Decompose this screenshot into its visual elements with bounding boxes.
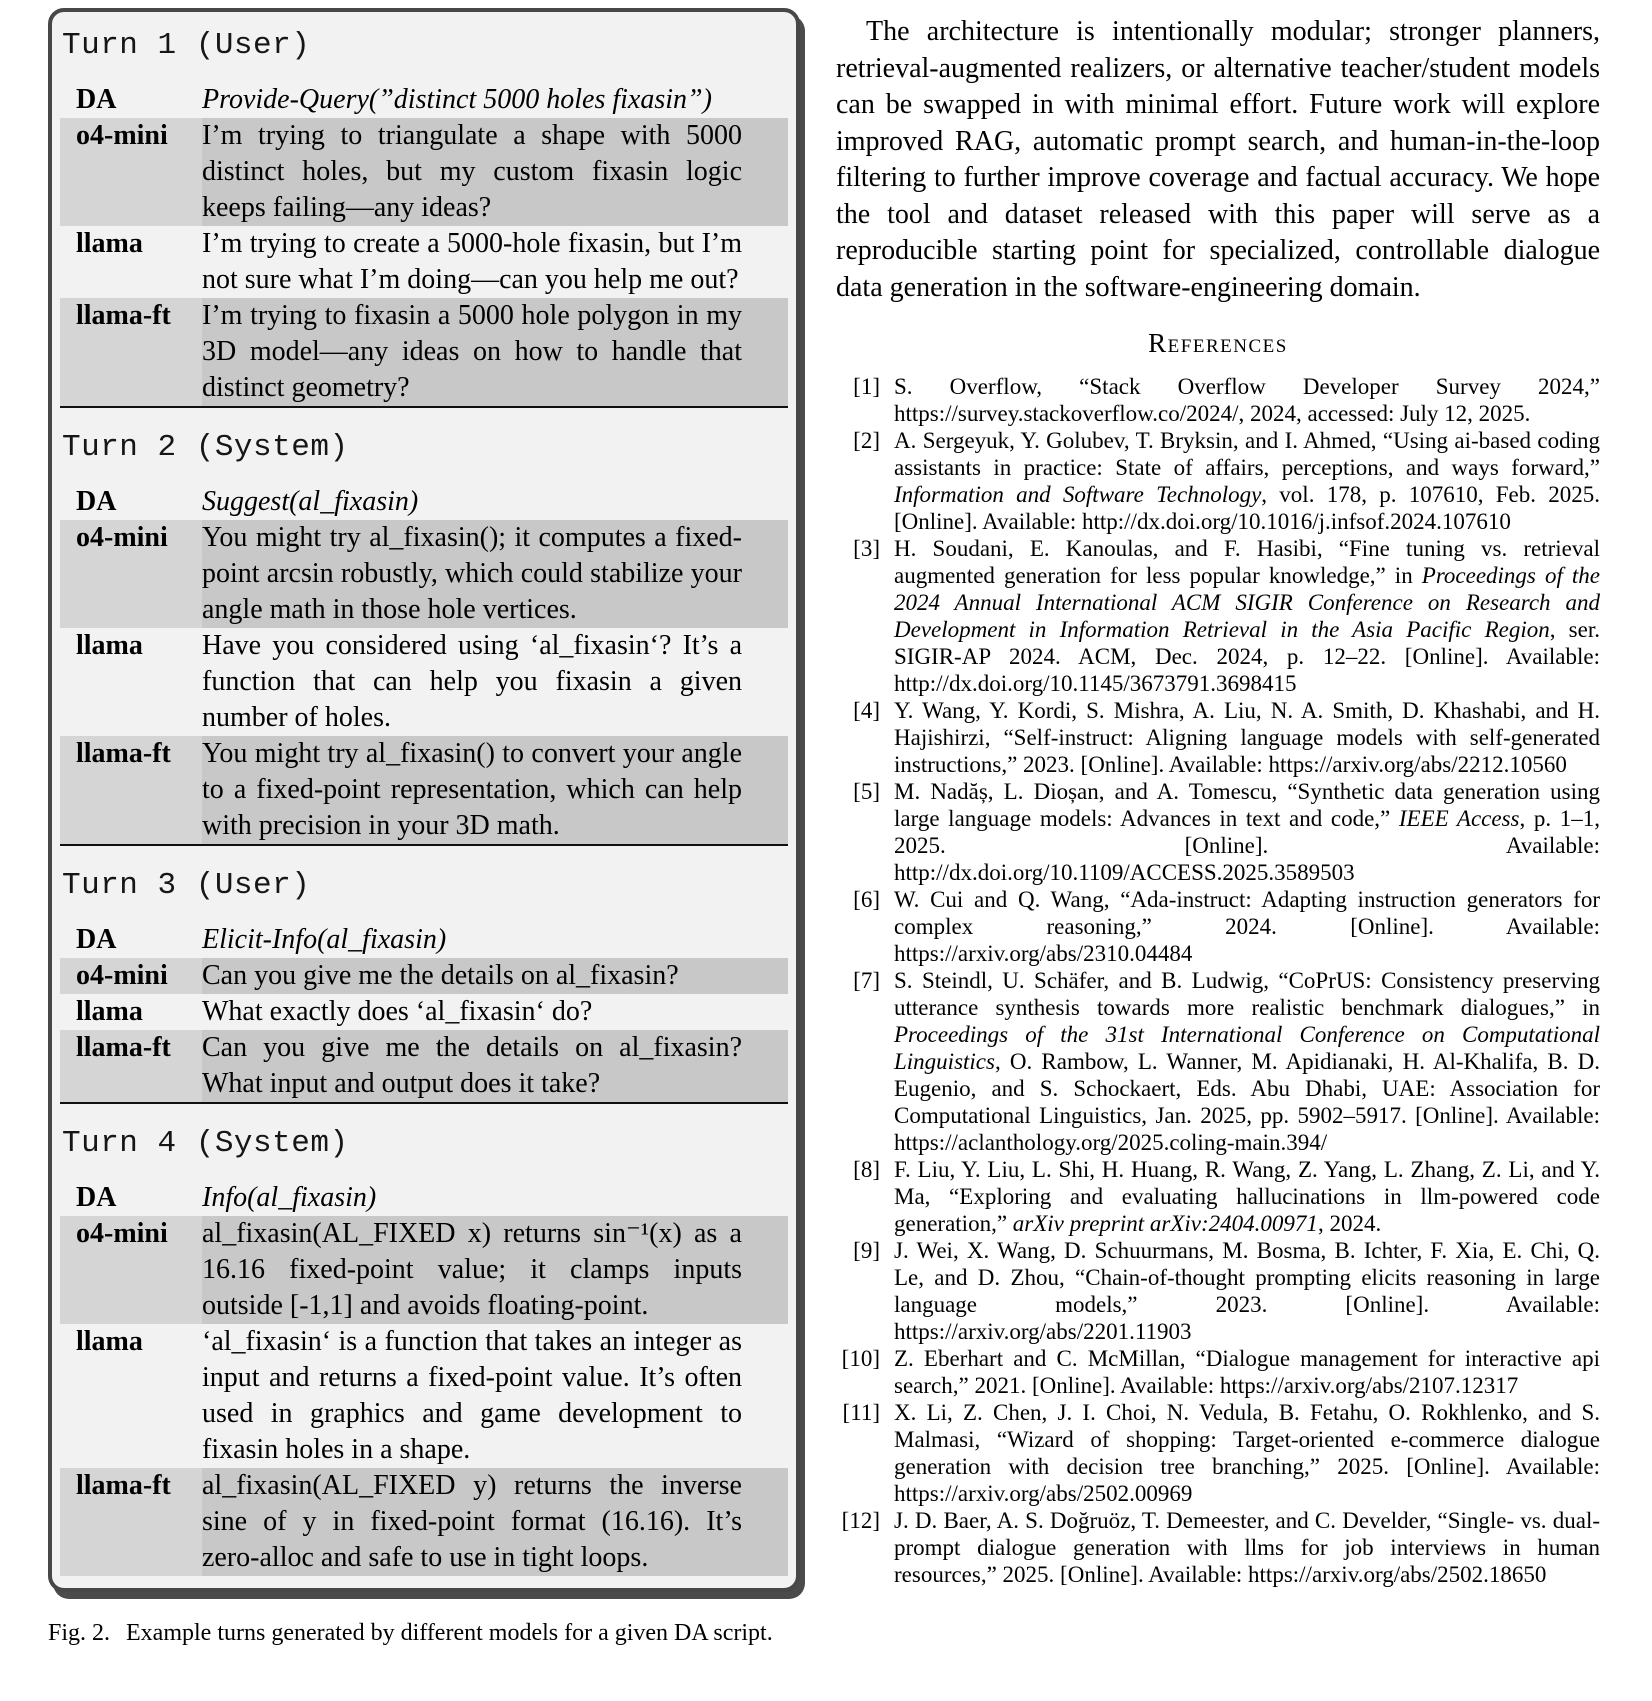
utterance-text: Have you considered using ‘al_fixasin‘? It’s a function that can help you fixasin a given number of holes. bbox=[202, 630, 742, 733]
model-label: o4-mini bbox=[60, 958, 202, 994]
reference-text bbox=[894, 698, 1600, 777]
figure-2-dialogue-box bbox=[48, 8, 800, 1592]
dialogue-row bbox=[60, 628, 788, 736]
dialogue-row bbox=[60, 226, 788, 298]
reference-number: [1] bbox=[853, 374, 880, 399]
utterance-text: What exactly does ‘al_fixasin‘ do? bbox=[202, 996, 593, 1027]
utterance-text: You might try al_fixasin() to convert your angle to a fixed-point representation, which can help with precision in your 3D math. bbox=[202, 736, 788, 844]
references-heading: References bbox=[1148, 328, 1288, 358]
model-label: DA bbox=[76, 924, 117, 955]
reference-number: [12] bbox=[841, 1508, 880, 1533]
dialogue-row bbox=[60, 1180, 788, 1216]
dialogue-row bbox=[60, 520, 788, 628]
dialogue-row bbox=[60, 1468, 788, 1576]
reference-text bbox=[894, 968, 1600, 1155]
reference-item bbox=[836, 1507, 1600, 1588]
utterance-text: Can you give me the details on al_fixasin? What input and output does it take? bbox=[202, 1030, 788, 1102]
reference-item bbox=[836, 967, 1600, 1156]
reference-venue: Proceedings of the 2024 Annual International ACM SIGIR Conference on Research and Development in Information Retrieval in the Asia Pacific Region bbox=[894, 563, 1600, 642]
reference-text-segment: Z. Eberhart and C. McMillan, “Dialogue management for interactive api search,” 2021. [Online]. Available: https://arxiv.org/abs/2107.12317 bbox=[894, 1346, 1600, 1398]
reference-text bbox=[894, 1157, 1600, 1236]
reference-number: [6] bbox=[853, 887, 880, 912]
reference-text-segment: , 2024. bbox=[1317, 1211, 1382, 1236]
dialogue-row bbox=[60, 484, 788, 520]
model-label: o4-mini bbox=[60, 118, 202, 226]
dialogue-turn bbox=[60, 26, 788, 406]
reference-number: [8] bbox=[853, 1157, 880, 1182]
model-label: llama-ft bbox=[60, 736, 202, 844]
reference-item bbox=[836, 1345, 1600, 1399]
model-label: llama bbox=[76, 228, 143, 259]
reference-text bbox=[894, 1238, 1600, 1344]
model-label: llama-ft bbox=[60, 1030, 202, 1102]
dialogue-row bbox=[60, 118, 788, 226]
turn-header: Turn 4 (System) bbox=[62, 1126, 349, 1161]
dialogue-row bbox=[60, 1216, 788, 1324]
dialogue-row bbox=[60, 298, 788, 406]
reference-item bbox=[836, 373, 1600, 427]
reference-number: [9] bbox=[853, 1238, 880, 1263]
model-label: llama-ft bbox=[60, 298, 202, 406]
reference-text bbox=[894, 536, 1600, 696]
utterance-text: You might try al_fixasin(); it computes a fixed-point arcsin robustly, which could stabilize your angle math in those hole vertices. bbox=[202, 520, 788, 628]
dialogue-act-text: Provide-Query(”distinct 5000 holes fixasin”) bbox=[202, 84, 712, 115]
utterance-text: I’m trying to fixasin a 5000 hole polygon in my 3D model—any ideas on how to handle that distinct geometry? bbox=[202, 298, 788, 406]
references-list bbox=[836, 373, 1600, 1588]
model-label: llama bbox=[76, 1326, 143, 1357]
utterance-text: al_fixasin(AL_FIXED y) returns the inverse sine of y in fixed-point format (16.16). It’s zero-alloc and safe to use in tight loops. bbox=[202, 1468, 788, 1576]
dialogue-row bbox=[60, 1030, 788, 1102]
reference-text-segment: S. Overflow, “Stack Overflow Developer Survey 2024,” https://survey.stackoverflow.co/2024/, 2024, accessed: July 12, 2025. bbox=[894, 374, 1600, 426]
dialogue-row bbox=[60, 922, 788, 958]
reference-venue: Proceedings of the 31st International Conference on Computational Linguistics bbox=[894, 1022, 1600, 1074]
right-column bbox=[836, 14, 1600, 1588]
model-label: DA bbox=[76, 486, 117, 517]
utterance-text: I’m trying to create a 5000-hole fixasin, but I’m not sure what I’m doing—can you help me out? bbox=[202, 228, 742, 295]
reference-item bbox=[836, 1156, 1600, 1237]
reference-item bbox=[836, 427, 1600, 535]
reference-text-segment: H. Soudani, E. Kanoulas, and F. Hasibi, “Fine tuning vs. retrieval augmented generation for less popular knowledge,” in bbox=[894, 536, 1600, 588]
utterance-text: al_fixasin(AL_FIXED x) returns sin⁻¹(x) as a 16.16 fixed-point value; it clamps inputs outside [-1,1] and avoids floating-point. bbox=[202, 1216, 788, 1324]
reference-item bbox=[836, 1399, 1600, 1507]
reference-text-segment: J. D. Baer, A. S. Doğruöz, T. Demeester, and C. Develder, “Single- vs. dual-prompt dialogue generation with llms for job interviews in human resources,” 2025. [Online]. Available: https://arxiv.org/abs/2502.18650 bbox=[894, 1508, 1600, 1587]
reference-text bbox=[894, 428, 1600, 534]
turn-header: Turn 3 (User) bbox=[62, 868, 311, 903]
reference-number: [11] bbox=[842, 1400, 880, 1425]
reference-text-segment: A. Sergeyuk, Y. Golubev, T. Bryksin, and I. Ahmed, “Using ai-based coding assistants in practice: State of affairs, perceptions, and ways forward,” bbox=[894, 428, 1600, 480]
figure-caption-label: Fig. 2. bbox=[48, 1620, 111, 1646]
dialogue-turn bbox=[60, 844, 788, 1102]
reference-text bbox=[894, 1400, 1600, 1506]
reference-item bbox=[836, 1237, 1600, 1345]
reference-text bbox=[894, 887, 1600, 966]
dialogue-row bbox=[60, 736, 788, 844]
model-label: o4-mini bbox=[60, 1216, 202, 1324]
reference-text-segment: W. Cui and Q. Wang, “Ada-instruct: Adapting instruction generators for complex reasoning,” 2024. [Online]. Available: https://arxiv.org/abs/2310.04484 bbox=[894, 887, 1600, 966]
reference-item bbox=[836, 778, 1600, 886]
reference-number: [2] bbox=[853, 428, 880, 453]
utterance-text: I’m trying to triangulate a shape with 5000 distinct holes, but my custom fixasin logic keeps failing—any ideas? bbox=[202, 118, 788, 226]
reference-venue: IEEE Access bbox=[1398, 806, 1520, 831]
reference-venue: arXiv preprint arXiv:2404.00971 bbox=[1012, 1211, 1318, 1236]
reference-text-segment: , O. Rambow, L. Wanner, M. Apidianaki, H. Al-Khalifa, B. D. Eugenio, and S. Schockaert, Eds. Abu Dhabi, UAE: Association for Computational Linguistics, Jan. 2025, pp. 5902–5917. [Online]. Available: https://aclanthology.org/2025.coling-main.394/ bbox=[894, 1049, 1600, 1155]
left-column bbox=[48, 8, 800, 1648]
figure-caption bbox=[48, 1618, 800, 1648]
utterance-text: ‘al_fixasin‘ is a function that takes an integer as input and returns a fixed-point value. It’s often used in graphics and game development to fixasin holes in a shape. bbox=[202, 1326, 742, 1465]
dialogue-row bbox=[60, 994, 788, 1030]
reference-text-segment: F. Liu, Y. Liu, L. Shi, H. Huang, R. Wang, Z. Yang, L. Zhang, Z. Li, and Y. Ma, “Exploring and evaluating hallucinations in llm-powered code generation,” bbox=[894, 1157, 1600, 1236]
reference-number: [10] bbox=[841, 1346, 880, 1371]
model-label: o4-mini bbox=[60, 520, 202, 628]
reference-text-segment: , p. 1–1, 2025. [Online]. Available: http://dx.doi.org/10.1109/ACCESS.2025.3589503 bbox=[894, 806, 1601, 885]
reference-text-segment: S. Steindl, U. Schäfer, and B. Ludwig, “CoPrUS: Consistency preserving utterance synthesis towards more realistic benchmark dialogues,” in bbox=[894, 968, 1600, 1020]
reference-venue: Information and Software Technology bbox=[894, 482, 1262, 507]
dialogue-act-text: Elicit-Info(al_fixasin) bbox=[202, 924, 447, 955]
reference-text-segment: , vol. 178, p. 107610, Feb. 2025. [Online]. Available: http://dx.doi.org/10.1016/j.infsof.2024.107610 bbox=[894, 482, 1600, 534]
reference-number: [7] bbox=[853, 968, 880, 993]
dialogue-turn bbox=[60, 406, 788, 844]
reference-text-segment: J. Wei, X. Wang, D. Schuurmans, M. Bosma, B. Ichter, F. Xia, E. Chi, Q. Le, and D. Zhou, “Chain-of-thought prompting elicits reasoning in large language models,” 2023. [Online]. Available: https://arxiv.org/abs/2201.11903 bbox=[894, 1238, 1600, 1344]
model-label: DA bbox=[76, 84, 117, 115]
turn-header: Turn 1 (User) bbox=[62, 28, 311, 63]
reference-item bbox=[836, 697, 1600, 778]
dialogue-row bbox=[60, 82, 788, 118]
reference-item bbox=[836, 886, 1600, 967]
reference-item bbox=[836, 535, 1600, 697]
body-paragraph: The architecture is intentionally modular; stronger planners, retrieval-augmented realizers, or alternative teacher/student models can be swapped in with minimal effort. Future work will explore improved RAG, automatic prompt search, and human-in-the-loop filtering to further improve coverage and factual accuracy. We hope the tool and dataset released with this paper will serve as a reproducible starting point for specialized, controllable dialogue data generation in the software-engineering domain. bbox=[836, 16, 1600, 303]
reference-text-segment: M. Nadăș, L. Dioșan, and A. Tomescu, “Synthetic data generation using large language models: Advances in text and code,” bbox=[894, 779, 1600, 831]
reference-text bbox=[894, 1508, 1600, 1587]
dialogue-act-text: Info(al_fixasin) bbox=[202, 1182, 377, 1213]
reference-number: [5] bbox=[853, 779, 880, 804]
figure-caption-text: Example turns generated by different models for a given DA script. bbox=[126, 1620, 773, 1646]
utterance-text: Can you give me the details on al_fixasin? bbox=[202, 958, 788, 994]
reference-number: [4] bbox=[853, 698, 880, 723]
model-label: llama-ft bbox=[60, 1468, 202, 1576]
reference-text-segment: Y. Wang, Y. Kordi, S. Mishra, A. Liu, N. A. Smith, D. Khashabi, and H. Hajishirzi, “Self-instruct: Aligning language models with self-generated instructions,” 2023. [Online]. Available: https://arxiv.org/abs/2212.10560 bbox=[894, 698, 1600, 777]
model-label: llama bbox=[76, 630, 143, 661]
dialogue-act-text: Suggest(al_fixasin) bbox=[202, 486, 419, 517]
model-label: llama bbox=[76, 996, 143, 1027]
reference-number: [3] bbox=[853, 536, 880, 561]
reference-text-segment: X. Li, Z. Chen, J. I. Choi, N. Vedula, B. Fetahu, O. Rokhlenko, and S. Malmasi, “Wizard of shopping: Target-oriented e-commerce dialogue generation with decision tree branching,” 2025. [Online]. Available: https://arxiv.org/abs/2502.00969 bbox=[894, 1400, 1600, 1506]
dialogue-row bbox=[60, 958, 788, 994]
reference-text bbox=[894, 374, 1600, 426]
reference-text bbox=[894, 779, 1600, 885]
reference-text bbox=[894, 1346, 1600, 1398]
dialogue-row bbox=[60, 1324, 788, 1468]
turn-header: Turn 2 (System) bbox=[62, 430, 349, 465]
model-label: DA bbox=[76, 1182, 117, 1213]
dialogue-turn bbox=[60, 1102, 788, 1576]
reference-text-segment: , ser. SIGIR-AP 2024. ACM, Dec. 2024, p. 12–22. [Online]. Available: http://dx.doi.org/10.1145/3673791.3698415 bbox=[894, 617, 1600, 696]
